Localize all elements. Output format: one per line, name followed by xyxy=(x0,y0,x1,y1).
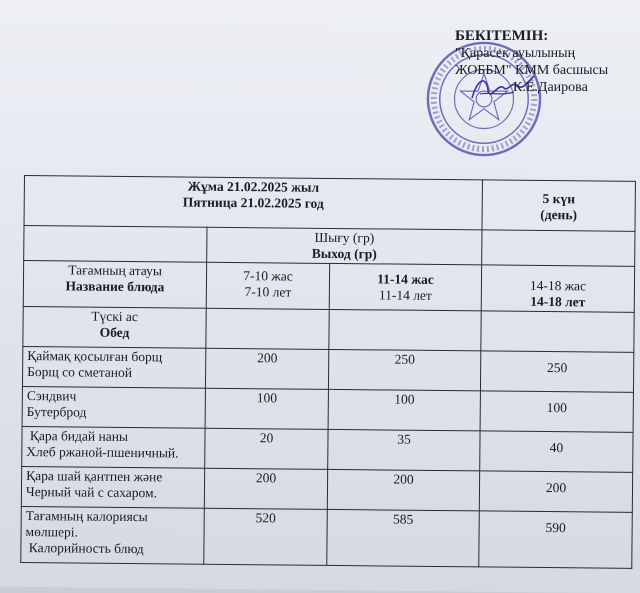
value-14-18: 100 xyxy=(480,391,633,432)
dish-name-ru: Бутерброд xyxy=(26,404,87,420)
age-11-14-ru: 11-14 лет xyxy=(378,287,432,303)
approval-block xyxy=(455,28,635,96)
day-number-ru: (день) xyxy=(540,206,578,223)
meal-ru: Обед xyxy=(99,324,130,341)
dish-name-ru: Черный чай с сахаром. xyxy=(25,484,158,501)
table-header-row xyxy=(24,176,635,232)
empty-cell xyxy=(206,308,329,349)
dish-name-cell xyxy=(22,346,205,388)
calories-11-14: 585 xyxy=(327,509,480,566)
age-14-18-kz: 14-18 жас xyxy=(529,277,587,294)
dish-name-ru: Борщ со сметаной xyxy=(27,364,133,381)
age-7-10-ru: 7-10 лет xyxy=(244,284,292,300)
column-header-row xyxy=(23,261,634,313)
empty-cell xyxy=(24,226,207,263)
output-ru: Выход (гр) xyxy=(311,245,377,262)
approval-line-2: ЖОББМ" КММ басшысы xyxy=(455,63,609,78)
day-number-cell xyxy=(482,180,635,231)
value-11-14: 200 xyxy=(327,469,479,510)
dish-name-header-ru: Название блюда xyxy=(65,278,165,295)
value-11-14: 35 xyxy=(328,429,480,470)
menu-table xyxy=(20,175,636,569)
age-14-18-header xyxy=(481,265,634,312)
value-7-10: 200 xyxy=(204,468,327,509)
value-14-18: 200 xyxy=(479,471,632,512)
output-header-cell xyxy=(207,227,482,265)
empty-cell xyxy=(481,311,634,352)
table-row xyxy=(22,346,633,392)
value-7-10: 200 xyxy=(205,348,328,389)
date-cell xyxy=(24,176,482,230)
dish-name-cell xyxy=(22,426,205,468)
approval-line-1: "Қарасек ауылының xyxy=(455,46,576,61)
date-kz: Жұма 21.02.2025 жыл xyxy=(187,178,320,195)
date-ru: Пятница 21.02.2025 год xyxy=(182,194,324,211)
calories-ru: Калорийность блюд xyxy=(25,540,144,557)
table-row xyxy=(21,466,632,512)
meal-row xyxy=(23,306,634,352)
dish-name-header xyxy=(23,261,206,309)
value-7-10: 20 xyxy=(205,428,328,469)
calories-kz-2: мөлшері. xyxy=(25,524,78,540)
age-11-14-header xyxy=(329,263,481,310)
value-11-14: 100 xyxy=(328,389,480,430)
meal-kz: Түскі ас xyxy=(91,308,139,325)
day-number-kz: 5 күн xyxy=(542,190,576,207)
calories-kz-1: Тағамның калориясы xyxy=(25,508,148,525)
table-row xyxy=(22,426,633,472)
age-11-14-kz: 11-14 жас xyxy=(377,271,434,287)
dish-name-kz: Қара шай қантпен және xyxy=(26,468,163,485)
output-kz: Шығу (гр) xyxy=(314,229,375,246)
table-row xyxy=(22,386,633,432)
empty-cell xyxy=(329,309,481,350)
empty-cell xyxy=(482,230,635,266)
calories-label-cell xyxy=(21,506,205,564)
dish-name-cell xyxy=(21,466,204,508)
value-14-18: 250 xyxy=(480,351,633,392)
calories-row xyxy=(21,506,633,568)
value-7-10: 100 xyxy=(205,388,328,429)
meal-cell xyxy=(23,306,206,348)
approval-signatory: К.Е.Даирова xyxy=(513,80,588,95)
age-14-18-ru: 14-18 лет xyxy=(530,293,586,310)
value-11-14: 250 xyxy=(328,349,480,390)
dish-name-kz: Қаймақ қосылған борщ xyxy=(27,348,163,365)
value-14-18: 40 xyxy=(480,431,633,472)
dish-name-kz: Қара бидай наны xyxy=(26,428,129,445)
calories-7-10: 520 xyxy=(204,508,328,565)
approval-title: БЕКІТЕМІН: xyxy=(455,28,549,44)
calories-14-18: 590 xyxy=(479,511,633,568)
output-header-row xyxy=(24,226,635,267)
dish-name-header-kz: Тағамның атауы xyxy=(68,262,163,279)
dish-name-kz: Сэндвич xyxy=(26,388,77,404)
age-7-10-header xyxy=(206,262,329,309)
dish-name-cell xyxy=(22,386,205,428)
age-7-10-kz: 7-10 жас xyxy=(243,268,293,284)
dish-name-ru: Хлеб ржаной-пшеничный. xyxy=(26,444,179,461)
